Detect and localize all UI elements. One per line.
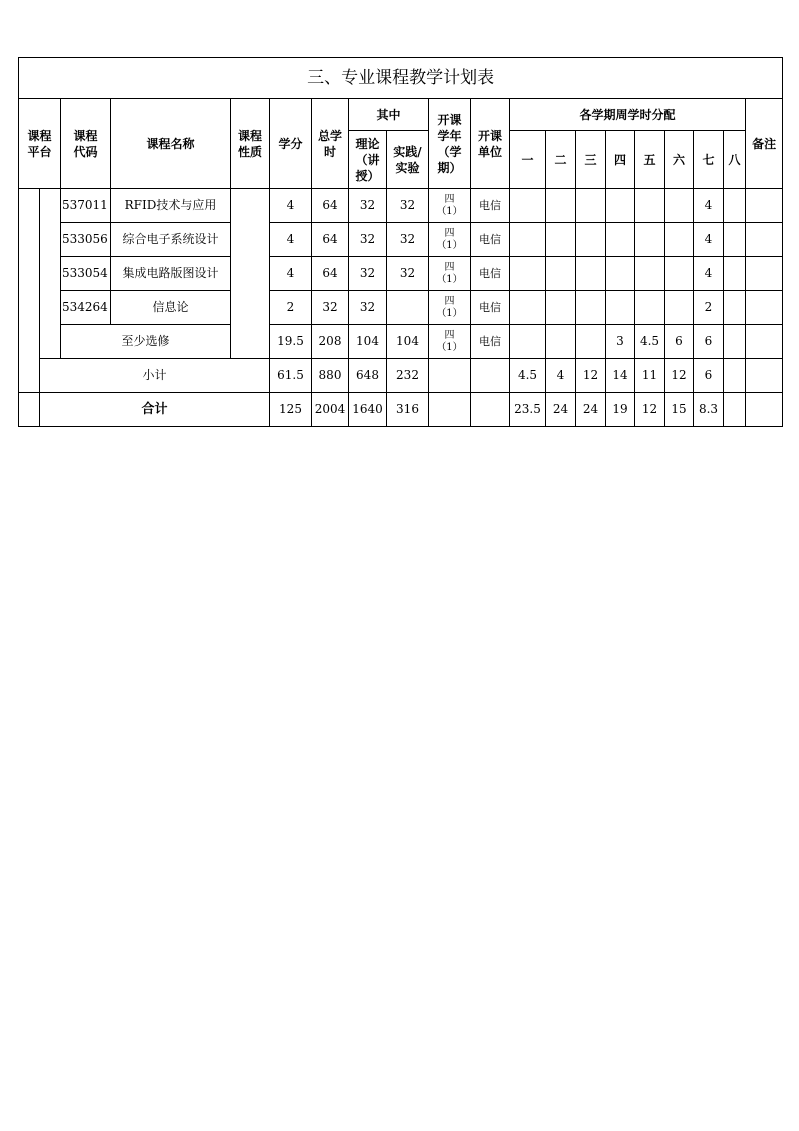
header-credits: 学分 <box>270 99 312 189</box>
sem-cell <box>576 291 606 325</box>
course-unit: 电信 <box>471 257 510 291</box>
remarks-cell <box>746 393 783 427</box>
sem-cell <box>546 325 576 359</box>
sem-cell <box>576 223 606 257</box>
sem-cell <box>546 257 576 291</box>
remarks-cell <box>746 325 783 359</box>
sem-cell: 4.5 <box>510 359 546 393</box>
sem-cell <box>510 257 546 291</box>
course-theory: 32 <box>349 223 387 257</box>
remarks-cell <box>746 257 783 291</box>
header-sem-4: 四 <box>606 131 635 189</box>
course-hours: 64 <box>312 189 349 223</box>
course-theory: 32 <box>349 189 387 223</box>
total-unit <box>471 393 510 427</box>
sem-cell <box>606 223 635 257</box>
subgroup-cell <box>40 189 61 359</box>
course-practice: 32 <box>387 189 429 223</box>
course-nature-cell <box>231 189 270 359</box>
sem-cell <box>635 189 665 223</box>
course-code: 533056 <box>61 223 111 257</box>
min-elective-label: 至少选修 <box>61 325 231 359</box>
total-label: 合计 <box>40 393 270 427</box>
sem-cell <box>724 291 746 325</box>
header-sem-3: 三 <box>576 131 606 189</box>
header-nature: 课程 性质 <box>231 99 270 189</box>
course-plan-table-container <box>18 57 780 432</box>
course-practice: 32 <box>387 257 429 291</box>
header-total-hours: 总学 时 <box>312 99 349 189</box>
remarks-cell <box>746 223 783 257</box>
subtotal-theory: 648 <box>349 359 387 393</box>
sem-cell: 2 <box>694 291 724 325</box>
course-hours: 64 <box>312 223 349 257</box>
sem-cell: 6 <box>694 325 724 359</box>
header-sem-6: 六 <box>665 131 694 189</box>
course-unit: 电信 <box>471 291 510 325</box>
total-theory: 1640 <box>349 393 387 427</box>
header-name: 课程名称 <box>111 99 231 189</box>
min-elective-practice: 104 <box>387 325 429 359</box>
course-term: 四 （1） <box>429 257 471 291</box>
sem-cell: 24 <box>546 393 576 427</box>
sem-cell: 8.3 <box>694 393 724 427</box>
course-name: 综合电子系统设计 <box>111 223 231 257</box>
header-unit: 开课 单位 <box>471 99 510 189</box>
table-row <box>19 257 783 291</box>
header-practice: 实践/ 实验 <box>387 131 429 189</box>
header-sem-8: 八 <box>724 131 746 189</box>
sem-cell <box>724 223 746 257</box>
course-term: 四 （1） <box>429 189 471 223</box>
course-code: 533054 <box>61 257 111 291</box>
course-practice <box>387 291 429 325</box>
course-term: 四 （1） <box>429 223 471 257</box>
sem-cell: 4 <box>694 223 724 257</box>
header-term: 开课 学年 （学 期） <box>429 99 471 189</box>
sem-cell: 4 <box>546 359 576 393</box>
total-row <box>19 393 783 427</box>
min-elective-credits: 19.5 <box>270 325 312 359</box>
sem-cell: 24 <box>576 393 606 427</box>
sem-cell: 4.5 <box>635 325 665 359</box>
sem-cell <box>635 291 665 325</box>
sem-cell: 11 <box>635 359 665 393</box>
sem-cell <box>510 325 546 359</box>
remarks-cell <box>746 291 783 325</box>
subtotal-hours: 880 <box>312 359 349 393</box>
course-credits: 2 <box>270 291 312 325</box>
course-unit: 电信 <box>471 189 510 223</box>
sem-cell: 3 <box>606 325 635 359</box>
sem-cell: 12 <box>665 359 694 393</box>
course-name: RFID技术与应用 <box>111 189 231 223</box>
sem-cell <box>576 325 606 359</box>
sem-cell <box>665 257 694 291</box>
sem-cell: 15 <box>665 393 694 427</box>
course-practice: 32 <box>387 223 429 257</box>
table-row <box>19 223 783 257</box>
course-theory: 32 <box>349 257 387 291</box>
course-plan-table <box>18 57 783 427</box>
header-sem-2: 二 <box>546 131 576 189</box>
platform-cell <box>19 189 40 393</box>
sem-cell: 12 <box>635 393 665 427</box>
sem-cell <box>635 223 665 257</box>
page-title: 三、专业课程教学计划表 <box>19 58 783 99</box>
course-code: 534264 <box>61 291 111 325</box>
course-theory: 32 <box>349 291 387 325</box>
total-hours: 2004 <box>312 393 349 427</box>
sem-cell <box>724 359 746 393</box>
sem-cell <box>576 189 606 223</box>
sem-cell <box>576 257 606 291</box>
remarks-cell <box>746 189 783 223</box>
sem-cell <box>546 291 576 325</box>
course-term: 四 （1） <box>429 291 471 325</box>
sem-cell <box>546 189 576 223</box>
subtotal-term <box>429 359 471 393</box>
course-hours: 64 <box>312 257 349 291</box>
sem-cell <box>635 257 665 291</box>
sem-cell <box>665 291 694 325</box>
table-row <box>19 189 783 223</box>
header-remarks: 备注 <box>746 99 783 189</box>
total-term <box>429 393 471 427</box>
subtotal-unit <box>471 359 510 393</box>
sem-cell <box>665 223 694 257</box>
remarks-cell <box>746 359 783 393</box>
course-credits: 4 <box>270 189 312 223</box>
sem-cell <box>724 257 746 291</box>
header-platform: 课程 平台 <box>19 99 61 189</box>
min-elective-theory: 104 <box>349 325 387 359</box>
course-code: 537011 <box>61 189 111 223</box>
sem-cell: 6 <box>665 325 694 359</box>
sem-cell <box>724 325 746 359</box>
total-practice: 316 <box>387 393 429 427</box>
sem-cell <box>510 291 546 325</box>
course-hours: 32 <box>312 291 349 325</box>
min-elective-unit: 电信 <box>471 325 510 359</box>
subtotal-row <box>19 359 783 393</box>
header-sem-1: 一 <box>510 131 546 189</box>
total-platform-cell <box>19 393 40 427</box>
subtotal-label: 小计 <box>40 359 270 393</box>
header-theory: 理论 （讲 授） <box>349 131 387 189</box>
sem-cell: 4 <box>694 189 724 223</box>
header-distribution: 各学期周学时分配 <box>510 99 746 131</box>
sem-cell <box>510 223 546 257</box>
sem-cell <box>546 223 576 257</box>
min-elective-row <box>19 325 783 359</box>
subtotal-practice: 232 <box>387 359 429 393</box>
table-row <box>19 291 783 325</box>
sem-cell: 12 <box>576 359 606 393</box>
header-code: 课程 代码 <box>61 99 111 189</box>
sem-cell <box>606 291 635 325</box>
sem-cell: 23.5 <box>510 393 546 427</box>
min-elective-hours: 208 <box>312 325 349 359</box>
sem-cell: 4 <box>694 257 724 291</box>
course-unit: 电信 <box>471 223 510 257</box>
header-among: 其中 <box>349 99 429 131</box>
course-credits: 4 <box>270 223 312 257</box>
header-sem-5: 五 <box>635 131 665 189</box>
sem-cell: 19 <box>606 393 635 427</box>
course-name: 集成电路版图设计 <box>111 257 231 291</box>
sem-cell <box>606 189 635 223</box>
course-name: 信息论 <box>111 291 231 325</box>
sem-cell <box>724 189 746 223</box>
sem-cell: 14 <box>606 359 635 393</box>
sem-cell <box>510 189 546 223</box>
sem-cell: 6 <box>694 359 724 393</box>
course-credits: 4 <box>270 257 312 291</box>
total-credits: 125 <box>270 393 312 427</box>
min-elective-term: 四 （1） <box>429 325 471 359</box>
sem-cell <box>665 189 694 223</box>
header-sem-7: 七 <box>694 131 724 189</box>
sem-cell <box>724 393 746 427</box>
sem-cell <box>606 257 635 291</box>
subtotal-credits: 61.5 <box>270 359 312 393</box>
